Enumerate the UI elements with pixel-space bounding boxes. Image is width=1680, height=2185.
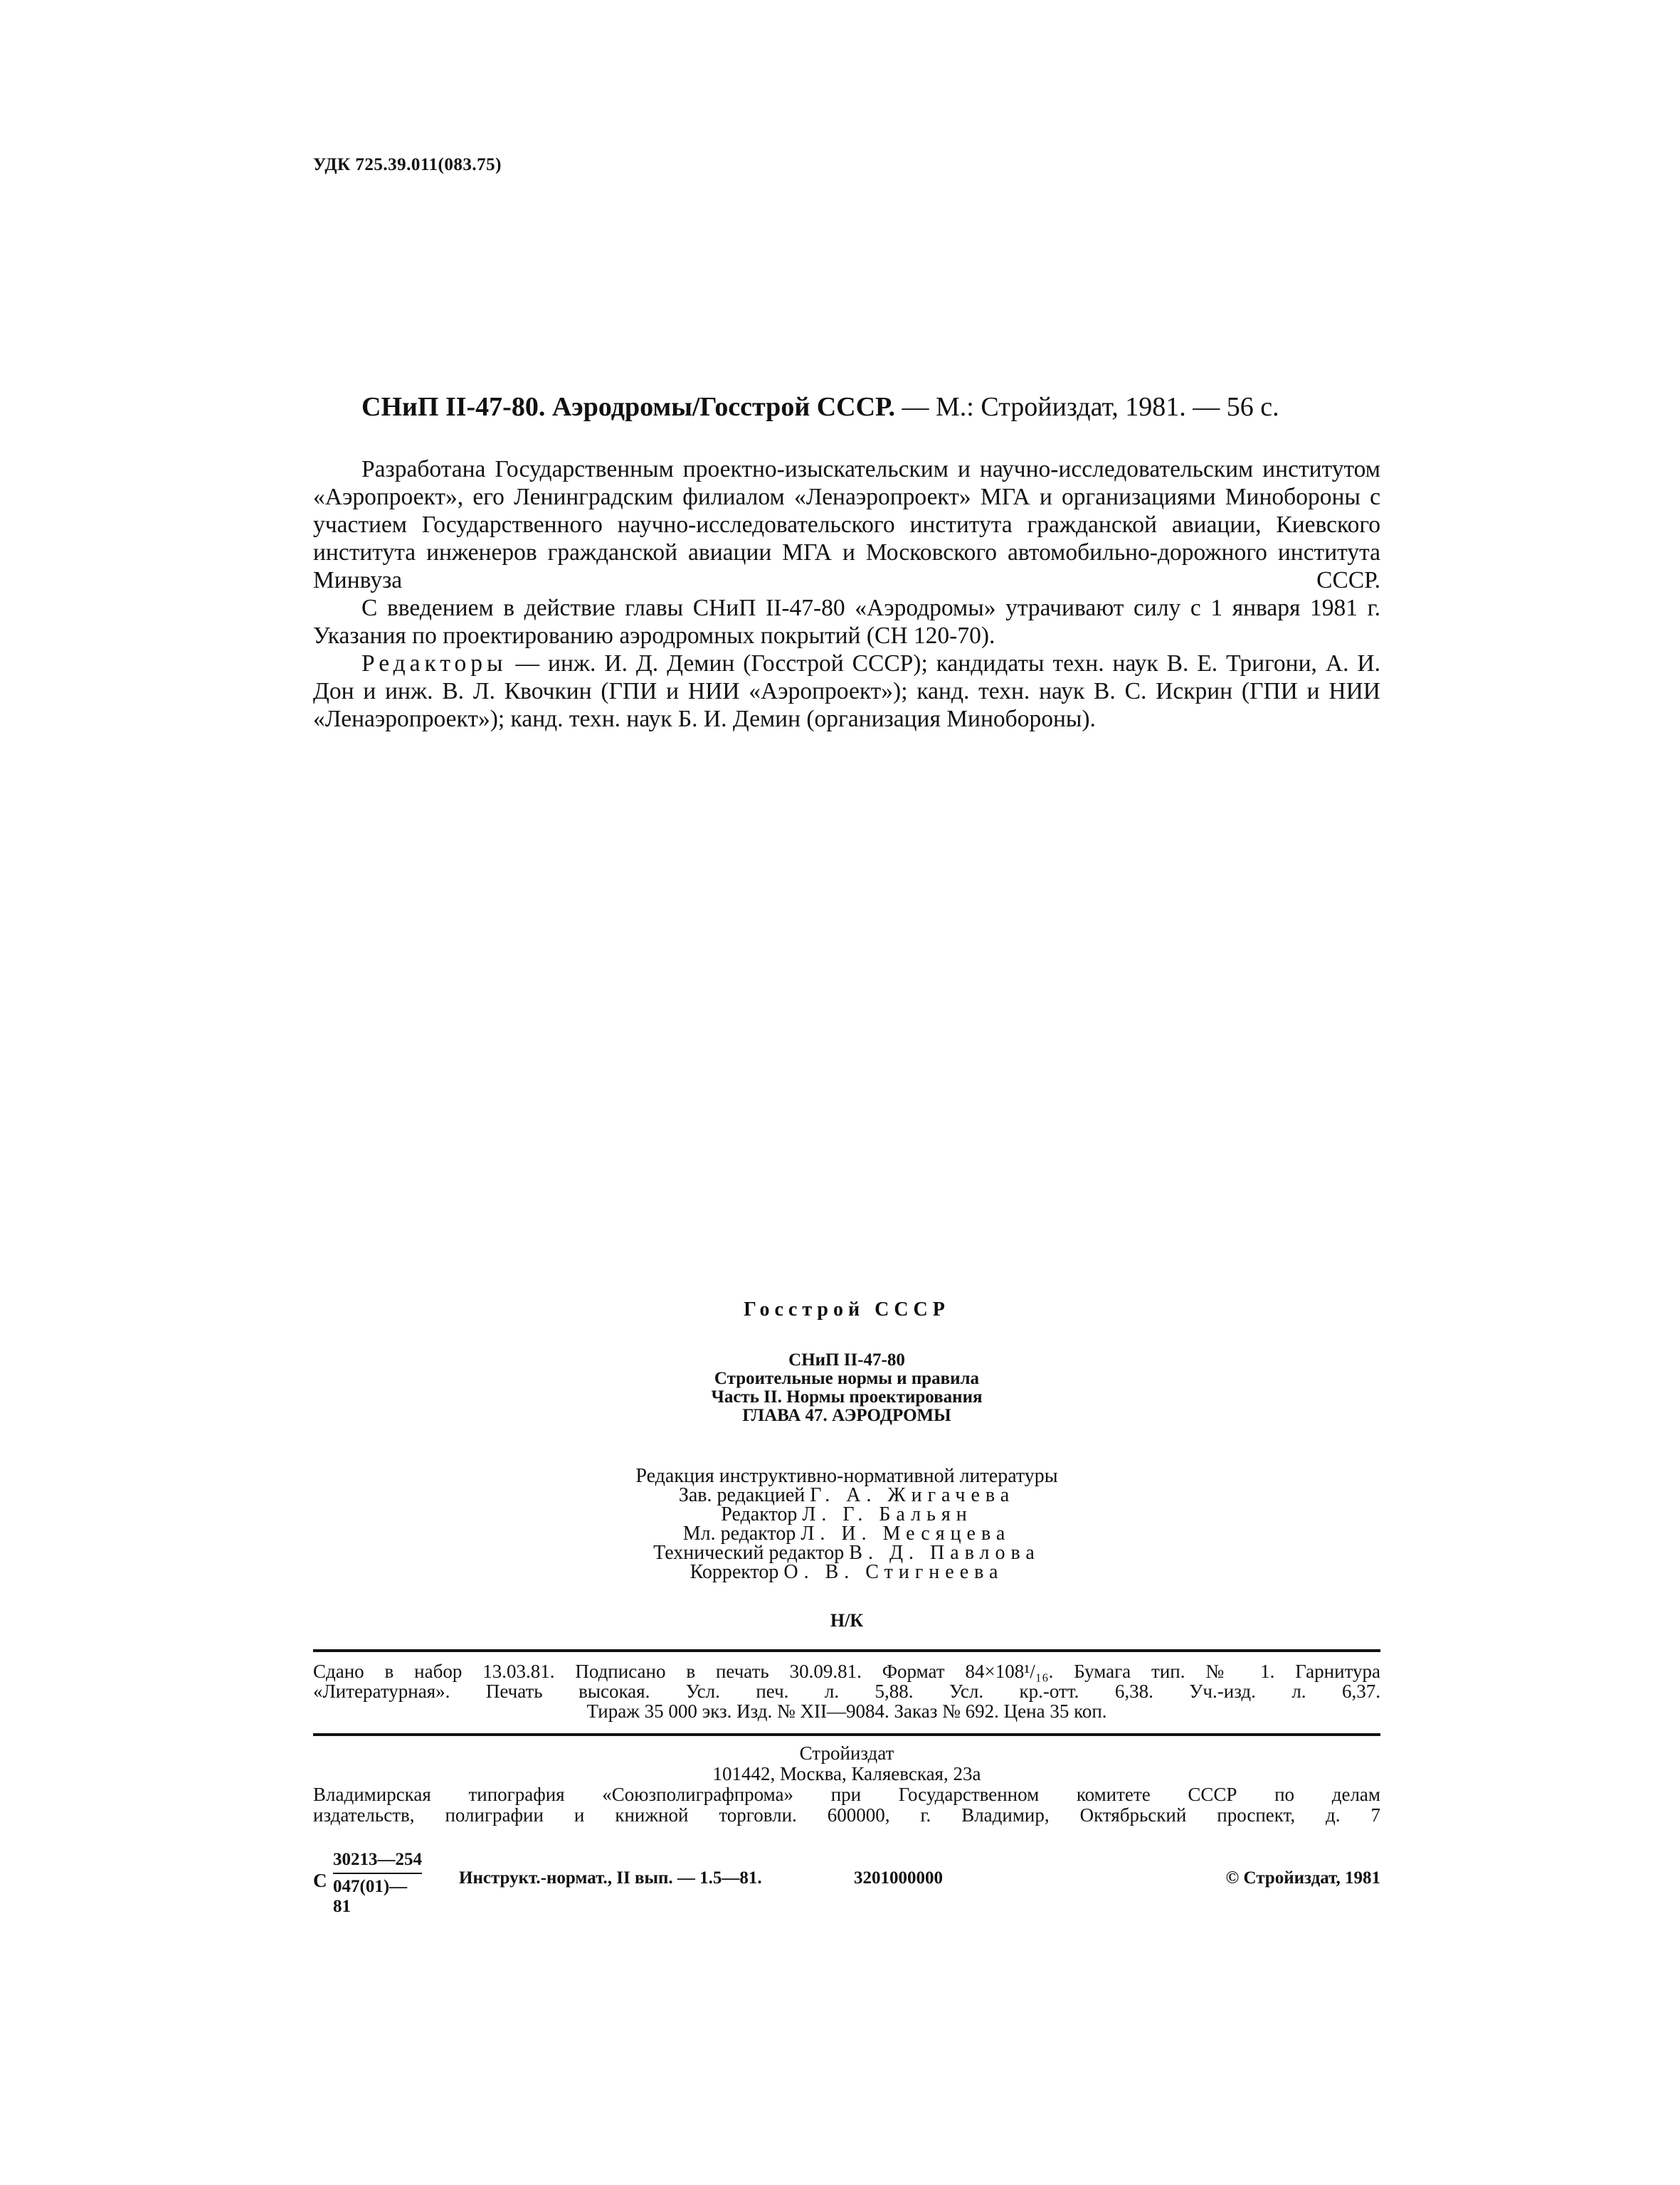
- publishing-line: Тираж 35 000 экз. Изд. № XII—9084. Заказ № 692. Цена 35 коп.: [586, 1700, 1107, 1722]
- imprint-chapter: ГЛАВА 47. АЭРОДРОМЫ: [742, 1406, 951, 1425]
- imprint-part: Часть II. Нормы проектирования: [711, 1387, 983, 1407]
- imprint-title-block: [313, 1351, 1380, 1425]
- reference-publisher: — М.: Стройиздат, 1981. — 56 с.: [895, 392, 1279, 422]
- publisher-name: Стройиздат: [799, 1742, 894, 1764]
- footer-codes: [313, 1850, 1380, 1914]
- credit-role: Мл. редактор: [682, 1523, 801, 1545]
- credit-role: Корректор: [690, 1561, 784, 1583]
- credit-line: [313, 1562, 1380, 1582]
- imprint-organization: Госстрой СССР: [744, 1298, 950, 1321]
- index-letter: С: [313, 1870, 327, 1891]
- credit-line: [313, 1524, 1380, 1543]
- imprint-credits: [313, 1466, 1380, 1582]
- classification: Инструкт.-нормат., II вып. — 1.5—81.: [459, 1868, 762, 1888]
- nk-mark: Н/К: [830, 1610, 864, 1631]
- editors-label: Редакторы: [361, 650, 507, 677]
- abstract-editors: [313, 650, 1380, 733]
- reference-title: СНиП II-47-80. Аэродромы/Госстрой СССР.: [361, 392, 895, 422]
- abstract: [313, 455, 1380, 733]
- publishing-line: Сдано в набор 13.03.81. Подписано в печать 30.09.81. Формат 84×108¹/₁₆. Бумага тип. № 1. Гарнитура: [313, 1661, 1380, 1682]
- fraction-denominator: 047(01)—81: [333, 1877, 408, 1916]
- credit-name: Л. И. Месяцева: [801, 1523, 1011, 1545]
- imprint-subtitle: Строительные нормы и правила: [714, 1369, 980, 1388]
- credit-role: Технический редактор: [653, 1542, 850, 1564]
- imprint-code: СНиП II-47-80: [788, 1350, 905, 1370]
- editors-text: — инж. И. Д. Демин (Госстрой СССР); кандидаты техн. наук В. Е. Тригони, А. И. Дон и инж. В. Л. Квочкин (ГПИ и НИИ «Аэропроект»); канд. техн. наук В. С. Искрин (ГПИ и НИИ «Ленаэропроект»); канд. техн. наук Б. И. Демин (организация Минобороны).: [313, 650, 1380, 732]
- printer-details: [313, 1743, 1380, 1826]
- fraction-numerator: 30213—254: [333, 1850, 422, 1874]
- publishing-line: «Литературная». Печать высокая. Усл. печ. л. 5,88. Усл. кр.-отт. 6,38. Уч.-изд. л. 6,37.: [313, 1681, 1380, 1702]
- credit-role: Редактор: [721, 1503, 803, 1525]
- abstract-supersedes: С введением в действие главы СНиП II-47-80 «Аэродромы» утрачивают силу с 1 января 1981 г. Указания по проектированию аэродромных покрытий (СН 120-70).: [313, 595, 1380, 649]
- udk-code: УДК 725.39.011(083.75): [313, 155, 502, 174]
- divider: [313, 1649, 1380, 1652]
- credit-line: [313, 1486, 1380, 1505]
- credit-name: Л. Г. Бальян: [802, 1503, 973, 1525]
- abstract-developers: Разработана Государственным проектно-изыскательским и научно-исследовательским институтом «Аэропроект», его Ленинградским филиалом «Ленаэропроект» МГА и организациями Минобороны с участием Государственного научно-исследовательского института гражданской авиации, Киевского института инженеров гражданской авиации МГА и Московского автомобильно-дорожного института Минвуза СССР.: [313, 456, 1380, 593]
- credit-name: О. В. Стигнеева: [783, 1561, 1004, 1583]
- bibliographic-reference: [361, 391, 1429, 423]
- imprint-block: [313, 1298, 1380, 1631]
- credit-name: В. Д. Павлова: [849, 1542, 1040, 1564]
- printer-line: издательств, полиграфии и книжной торговли. 600000, г. Владимир, Октябрьский проспект, д. 7: [313, 1804, 1380, 1826]
- printer-line: Владимирская типография «Союзполиграфпрома» при Государственном комитете СССР по делам: [313, 1784, 1380, 1805]
- credit-role: Редакция инструктивно-нормативной литературы: [635, 1465, 1058, 1487]
- credit-line: [313, 1505, 1380, 1524]
- credit-role: Зав. редакцией: [678, 1484, 810, 1506]
- credit-name: Г. А. Жигачева: [810, 1484, 1015, 1506]
- copyright: © Стройиздат, 1981: [1225, 1868, 1380, 1888]
- publisher-address: 101442, Москва, Каляевская, 23а: [712, 1763, 981, 1784]
- divider: [313, 1733, 1380, 1736]
- credit-line: [313, 1543, 1380, 1562]
- publishing-details: [313, 1661, 1380, 1721]
- index-fraction: [333, 1850, 422, 1917]
- credit-line: [313, 1466, 1380, 1486]
- catalog-code: 3201000000: [854, 1868, 943, 1888]
